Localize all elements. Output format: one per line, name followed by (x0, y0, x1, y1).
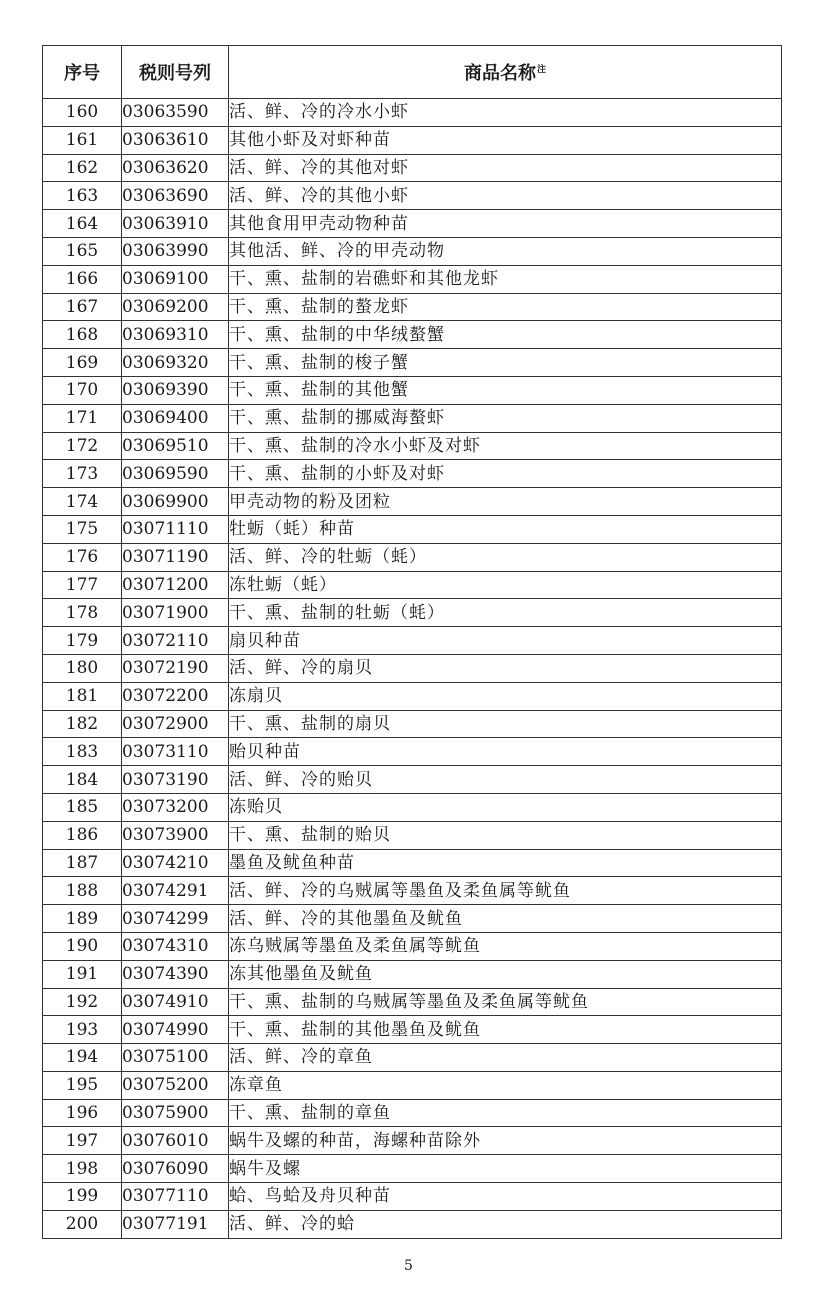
row-code: 03071110 (122, 515, 229, 543)
table-row (43, 710, 782, 738)
row-name: 干、熏、盐制的梭子蟹 (229, 349, 782, 377)
row-seq: 178 (43, 599, 122, 627)
row-code: 03074390 (122, 960, 229, 988)
row-name: 扇贝种苗 (229, 627, 782, 655)
row-seq: 185 (43, 793, 122, 821)
row-code: 03073190 (122, 766, 229, 794)
row-code: 03063620 (122, 154, 229, 182)
row-name: 其他活、鲜、冷的甲壳动物 (229, 237, 782, 265)
table-row (43, 488, 782, 516)
header-row (43, 46, 782, 99)
table-row (43, 988, 782, 1016)
row-seq: 181 (43, 682, 122, 710)
row-seq: 194 (43, 1044, 122, 1072)
header-name-note: 注 (536, 65, 546, 75)
row-seq: 182 (43, 710, 122, 738)
row-seq: 169 (43, 349, 122, 377)
row-seq: 198 (43, 1155, 122, 1183)
row-code: 03077191 (122, 1210, 229, 1238)
page-number: 5 (404, 1258, 413, 1274)
row-seq: 189 (43, 905, 122, 933)
row-name: 活、鲜、冷的其他墨鱼及鱿鱼 (229, 905, 782, 933)
row-code: 03073900 (122, 821, 229, 849)
row-seq: 160 (43, 99, 122, 127)
table-row (43, 1210, 782, 1238)
row-seq: 191 (43, 960, 122, 988)
row-name: 其他小虾及对虾种苗 (229, 126, 782, 154)
row-seq: 196 (43, 1099, 122, 1127)
row-name: 干、熏、盐制的章鱼 (229, 1099, 782, 1127)
row-name: 干、熏、盐制的冷水小虾及对虾 (229, 432, 782, 460)
table-row (43, 265, 782, 293)
row-code: 03069200 (122, 293, 229, 321)
table-row (43, 349, 782, 377)
row-seq: 195 (43, 1071, 122, 1099)
row-seq: 168 (43, 321, 122, 349)
row-seq: 186 (43, 821, 122, 849)
table-row (43, 543, 782, 571)
row-name: 活、鲜、冷的贻贝 (229, 766, 782, 794)
row-code: 03069390 (122, 376, 229, 404)
row-seq: 175 (43, 515, 122, 543)
row-name: 活、鲜、冷的乌贼属等墨鱼及柔鱼属等鱿鱼 (229, 877, 782, 905)
row-seq: 184 (43, 766, 122, 794)
table-row (43, 960, 782, 988)
row-seq: 179 (43, 627, 122, 655)
row-name: 冻其他墨鱼及鱿鱼 (229, 960, 782, 988)
row-seq: 164 (43, 210, 122, 238)
table-row (43, 182, 782, 210)
row-code: 03069320 (122, 349, 229, 377)
row-seq: 173 (43, 460, 122, 488)
table-row (43, 654, 782, 682)
table-row (43, 210, 782, 238)
table-row (43, 599, 782, 627)
row-name: 干、熏、盐制的乌贼属等墨鱼及柔鱼属等鱿鱼 (229, 988, 782, 1016)
row-seq: 165 (43, 237, 122, 265)
row-name: 其他食用甲壳动物种苗 (229, 210, 782, 238)
row-code: 03069590 (122, 460, 229, 488)
row-code: 03072110 (122, 627, 229, 655)
row-name: 干、熏、盐制的挪威海螯虾 (229, 404, 782, 432)
row-code: 03074910 (122, 988, 229, 1016)
row-name: 冻乌贼属等墨鱼及柔鱼属等鱿鱼 (229, 932, 782, 960)
row-code: 03073110 (122, 738, 229, 766)
row-code: 03077110 (122, 1183, 229, 1211)
row-name: 冻章鱼 (229, 1071, 782, 1099)
table-row (43, 321, 782, 349)
header-seq: 序号 (43, 46, 122, 99)
table-row (43, 404, 782, 432)
table-row (43, 126, 782, 154)
row-name: 蛤、鸟蛤及舟贝种苗 (229, 1183, 782, 1211)
row-seq: 176 (43, 543, 122, 571)
row-name: 蜗牛及螺的种苗，海螺种苗除外 (229, 1127, 782, 1155)
row-seq: 187 (43, 849, 122, 877)
row-name: 冻牡蛎（蚝） (229, 571, 782, 599)
row-name: 冻贻贝 (229, 793, 782, 821)
row-name: 活、鲜、冷的蛤 (229, 1210, 782, 1238)
row-code: 03076090 (122, 1155, 229, 1183)
row-name: 干、熏、盐制的螯龙虾 (229, 293, 782, 321)
row-code: 03074310 (122, 932, 229, 960)
row-name: 蜗牛及螺 (229, 1155, 782, 1183)
table-row (43, 1127, 782, 1155)
row-name: 干、熏、盐制的岩礁虾和其他龙虾 (229, 265, 782, 293)
row-name: 牡蛎（蚝）种苗 (229, 515, 782, 543)
row-seq: 162 (43, 154, 122, 182)
row-code: 03075900 (122, 1099, 229, 1127)
row-code: 03069510 (122, 432, 229, 460)
header-name (229, 46, 782, 99)
row-code: 03074299 (122, 905, 229, 933)
table-row (43, 432, 782, 460)
row-seq: 188 (43, 877, 122, 905)
table-row (43, 821, 782, 849)
row-code: 03071190 (122, 543, 229, 571)
row-name: 活、鲜、冷的章鱼 (229, 1044, 782, 1072)
row-code: 03063690 (122, 182, 229, 210)
row-code: 03063910 (122, 210, 229, 238)
row-name: 干、熏、盐制的扇贝 (229, 710, 782, 738)
row-name: 冻扇贝 (229, 682, 782, 710)
row-seq: 166 (43, 265, 122, 293)
tariff-table (42, 45, 782, 1239)
row-seq: 167 (43, 293, 122, 321)
header-name-label: 商品名称 (463, 63, 536, 84)
row-code: 03075200 (122, 1071, 229, 1099)
table-row (43, 154, 782, 182)
table-row (43, 1155, 782, 1183)
table-row (43, 1016, 782, 1044)
table-header (43, 46, 782, 99)
row-seq: 193 (43, 1016, 122, 1044)
row-name: 活、鲜、冷的其他对虾 (229, 154, 782, 182)
table-row (43, 849, 782, 877)
row-code: 03069900 (122, 488, 229, 516)
row-name: 墨鱼及鱿鱼种苗 (229, 849, 782, 877)
header-code: 税则号列 (122, 46, 229, 99)
row-seq: 161 (43, 126, 122, 154)
table-row (43, 627, 782, 655)
table-row (43, 1071, 782, 1099)
row-name: 干、熏、盐制的牡蛎（蚝） (229, 599, 782, 627)
table-row (43, 766, 782, 794)
row-code: 03072200 (122, 682, 229, 710)
row-code: 03063990 (122, 237, 229, 265)
row-name: 活、鲜、冷的其他小虾 (229, 182, 782, 210)
row-seq: 197 (43, 1127, 122, 1155)
row-code: 03063610 (122, 126, 229, 154)
row-seq: 174 (43, 488, 122, 516)
row-name: 贻贝种苗 (229, 738, 782, 766)
row-code: 03074210 (122, 849, 229, 877)
table-row (43, 1183, 782, 1211)
table-body (43, 99, 782, 1239)
row-seq: 170 (43, 376, 122, 404)
row-code: 03069400 (122, 404, 229, 432)
row-name: 活、鲜、冷的扇贝 (229, 654, 782, 682)
row-name: 干、熏、盐制的其他蟹 (229, 376, 782, 404)
row-code: 03075100 (122, 1044, 229, 1072)
table-row (43, 1099, 782, 1127)
row-seq: 180 (43, 654, 122, 682)
row-name: 干、熏、盐制的中华绒螯蟹 (229, 321, 782, 349)
row-code: 03074990 (122, 1016, 229, 1044)
table-row (43, 1044, 782, 1072)
table-row (43, 932, 782, 960)
row-name: 干、熏、盐制的贻贝 (229, 821, 782, 849)
row-seq: 199 (43, 1183, 122, 1211)
row-name: 活、鲜、冷的冷水小虾 (229, 99, 782, 127)
table-row (43, 237, 782, 265)
table-row (43, 905, 782, 933)
row-seq: 192 (43, 988, 122, 1016)
row-name: 活、鲜、冷的牡蛎（蚝） (229, 543, 782, 571)
row-code: 03072900 (122, 710, 229, 738)
row-seq: 200 (43, 1210, 122, 1238)
table-row (43, 738, 782, 766)
row-code: 03069100 (122, 265, 229, 293)
table-row (43, 99, 782, 127)
table-row (43, 793, 782, 821)
row-code: 03069310 (122, 321, 229, 349)
row-name: 干、熏、盐制的小虾及对虾 (229, 460, 782, 488)
row-seq: 177 (43, 571, 122, 599)
row-seq: 190 (43, 932, 122, 960)
row-code: 03063590 (122, 99, 229, 127)
row-code: 03073200 (122, 793, 229, 821)
row-seq: 171 (43, 404, 122, 432)
table-row (43, 515, 782, 543)
table-row (43, 682, 782, 710)
table-row (43, 877, 782, 905)
table-row (43, 460, 782, 488)
row-code: 03071200 (122, 571, 229, 599)
row-name: 干、熏、盐制的其他墨鱼及鱿鱼 (229, 1016, 782, 1044)
row-name: 甲壳动物的粉及团粒 (229, 488, 782, 516)
table-row (43, 376, 782, 404)
table-row (43, 571, 782, 599)
row-code: 03071900 (122, 599, 229, 627)
table-row (43, 293, 782, 321)
row-seq: 183 (43, 738, 122, 766)
row-code: 03072190 (122, 654, 229, 682)
row-seq: 172 (43, 432, 122, 460)
row-code: 03076010 (122, 1127, 229, 1155)
row-code: 03074291 (122, 877, 229, 905)
row-seq: 163 (43, 182, 122, 210)
